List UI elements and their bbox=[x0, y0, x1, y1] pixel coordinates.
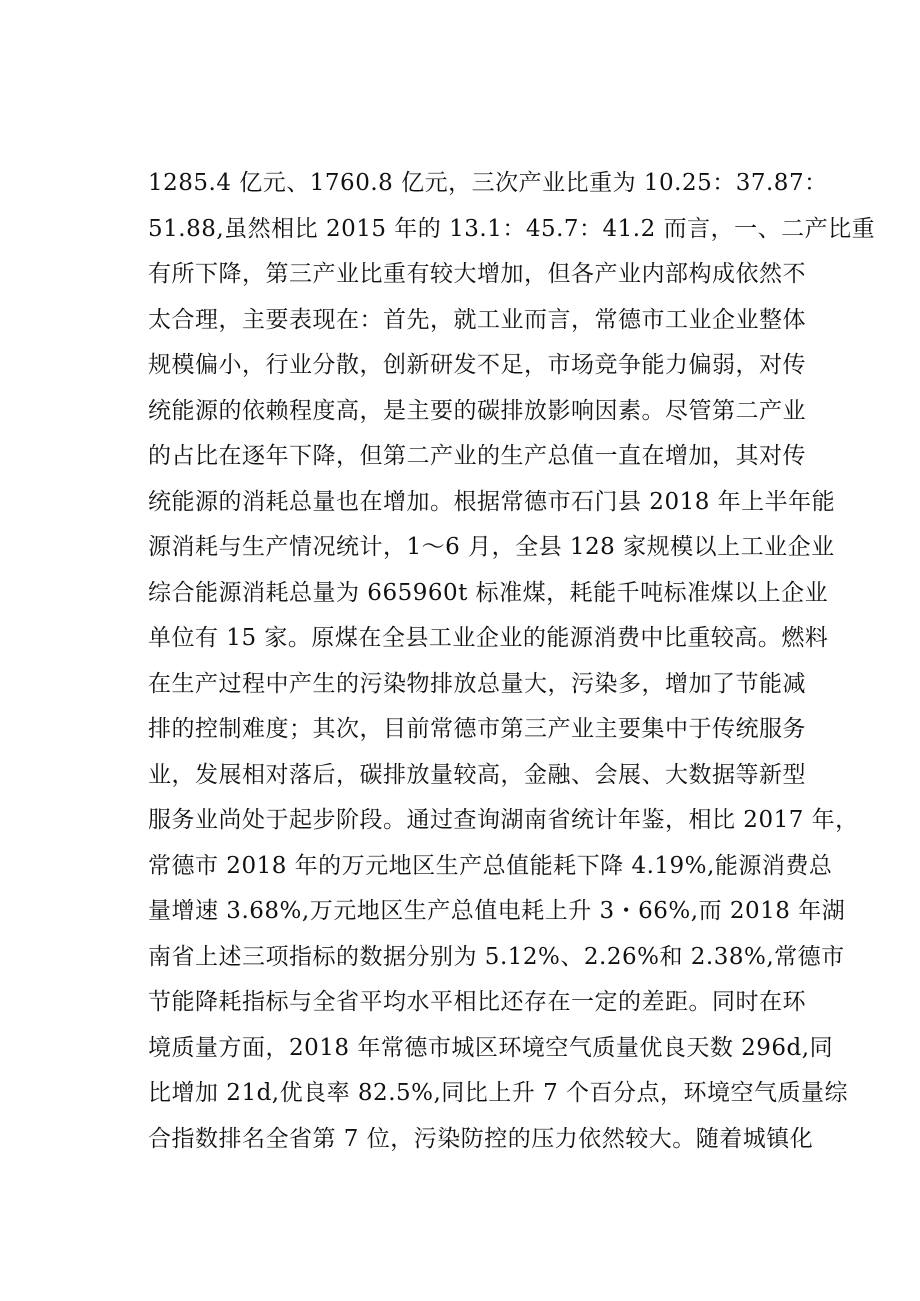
text-line: 比增加 21d,优良率 82.5%,同比上升 7 个百分点，环境空气质量综 bbox=[148, 1080, 849, 1106]
text-line: 合指数排名全省第 7 位，污染防控的压力依然较大。随着城镇化 bbox=[148, 1125, 814, 1152]
text-line: 1285.4 亿元、1760.8 亿元，三次产业比重为 10.25：37.87： bbox=[148, 170, 828, 196]
text-line: 统能源的依赖程度高，是主要的碳排放影响因素。尽管第二产业 bbox=[148, 397, 806, 424]
text-line: 服务业尚处于起步阶段。通过查询湖南省统计年鉴，相比 2017 年， bbox=[148, 807, 859, 833]
text-line: 的占比在逐年下降，但第二产业的生产总值一直在增加，其对传 bbox=[148, 443, 806, 469]
text-line: 单位有 15 家。原煤在全县工业企业的能源消费中比重较高。燃料 bbox=[148, 625, 829, 651]
text-line: 51.88,虽然相比 2015 年的 13.1：45.7：41.2 而言，一、二产比重 bbox=[148, 215, 876, 242]
text-line: 源消耗与生产情况统计，1～6 月，全县 128 家规模以上工业企业 bbox=[148, 534, 835, 560]
text-line: 业，发展相对落后，碳排放量较高，金融、会展、大数据等新型 bbox=[148, 761, 806, 788]
text-line: 量增速 3.68%,万元地区生产总值电耗上升 3・66%,而 2018 年湖 bbox=[148, 898, 846, 924]
text-line: 综合能源消耗总量为 665960t 标准煤，耗能千吨标准煤以上企业 bbox=[148, 579, 829, 606]
text-line: 统能源的消耗总量也在增加。根据常德市石门县 2018 年上半年能 bbox=[148, 488, 836, 515]
text-line: 常德市 2018 年的万元地区生产总值能耗下降 4.19%,能源消费总 bbox=[148, 852, 833, 879]
text-line: 南省上述三项指标的数据分别为 5.12%、2.26%和 2.38%,常德市 bbox=[148, 943, 845, 970]
text-line: 境质量方面，2018 年常德市城区环境空气质量优良天数 296d,同 bbox=[148, 1034, 834, 1061]
text-line: 在生产过程中产生的污染物排放总量大，污染多，增加了节能减 bbox=[148, 670, 806, 697]
text-line: 规模偏小，行业分散，创新研发不足，市场竞争能力偏弱，对传 bbox=[148, 352, 806, 378]
body-paragraph bbox=[148, 161, 876, 1162]
text-line: 有所下降，第三产业比重有较大增加，但各产业内部构成依然不 bbox=[148, 261, 806, 287]
text-line: 太合理，主要表现在：首先，就工业而言，常德市工业企业整体 bbox=[148, 306, 806, 333]
text-line: 节能降耗指标与全省平均水平相比还存在一定的差距。同时在环 bbox=[148, 989, 806, 1015]
text-line: 排的控制难度；其次，目前常德市第三产业主要集中于传统服务 bbox=[148, 716, 806, 742]
